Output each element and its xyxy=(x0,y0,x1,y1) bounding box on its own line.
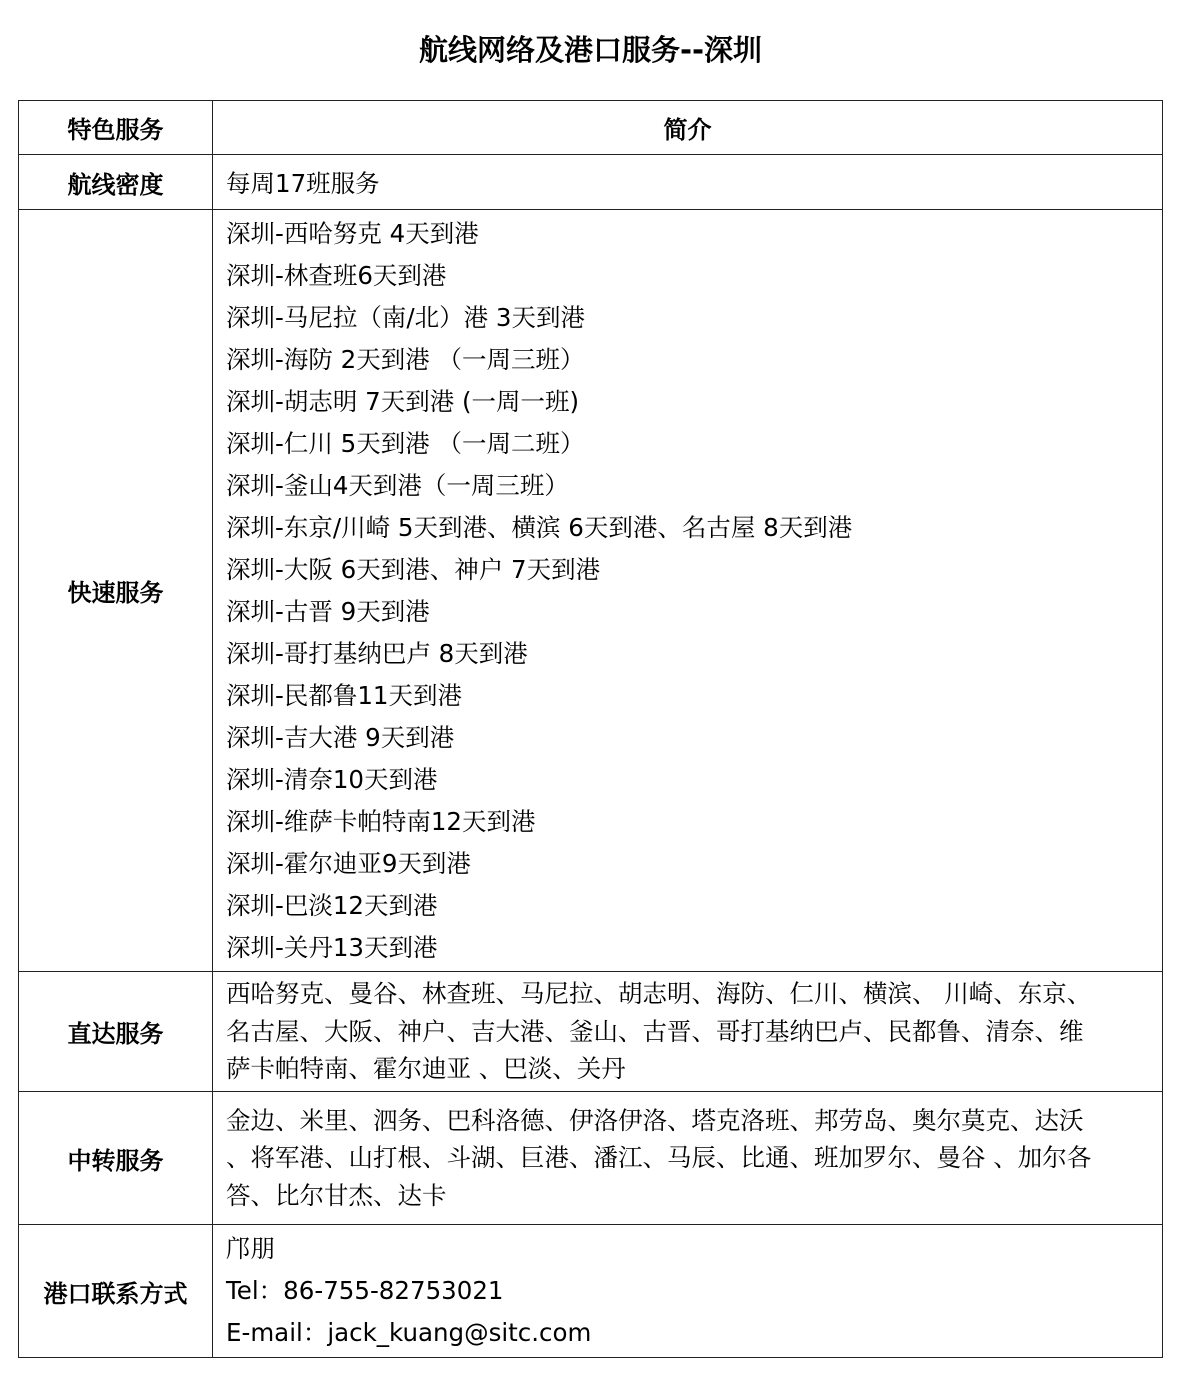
row-transit xyxy=(19,1092,1163,1225)
header-feature-service: 特色服务 xyxy=(19,101,213,155)
direct-line: 名古屋、大阪、神户、吉大港、釜山、古晋、哥打基纳巴卢、民都鲁、清奈、维 xyxy=(226,1016,1084,1046)
contact-tel: Tel：86-755-82753021 xyxy=(226,1276,504,1305)
express-item: 深圳-吉大港 9天到港 xyxy=(226,722,455,752)
transit-line: 金边、米里、泗务、巴科洛德、伊洛伊洛、塔克洛班、邦劳岛、奥尔莫克、达沃 xyxy=(226,1105,1084,1135)
express-item: 深圳-哥打基纳巴卢 8天到港 xyxy=(226,638,528,668)
contact-label: 港口联系方式 xyxy=(19,1225,213,1358)
direct-line: 西哈努克、曼谷、林查班、马尼拉、胡志明、海防、仁川、横滨、 川崎、东京、 xyxy=(226,979,1092,1009)
transit-text xyxy=(213,1092,1163,1225)
express-item: 深圳-西哈努克 4天到港 xyxy=(226,218,479,248)
express-item: 深圳-林查班6天到港 xyxy=(226,260,447,290)
density-label: 航线密度 xyxy=(19,155,213,210)
direct-line: 萨卡帕特南、霍尔迪亚 、巴淡、关丹 xyxy=(226,1054,626,1084)
express-item: 深圳-大阪 6天到港、神户 7天到港 xyxy=(226,554,601,584)
transit-line: 、将军港、山打根、斗湖、巨港、潘江、马辰、比通、班加罗尔、曼谷 、加尔各 xyxy=(226,1143,1092,1173)
express-item: 深圳-海防 2天到港 （一周三班） xyxy=(226,344,585,374)
row-density xyxy=(19,155,1163,210)
direct-text xyxy=(213,972,1163,1092)
express-item: 深圳-清奈10天到港 xyxy=(226,764,438,794)
express-item: 深圳-巴淡12天到港 xyxy=(226,890,438,920)
density-text xyxy=(213,155,1163,210)
express-item: 深圳-仁川 5天到港 （一周二班） xyxy=(226,428,585,458)
transit-line: 答、比尔甘杰、达卡 xyxy=(226,1180,447,1210)
express-item: 深圳-釜山4天到港（一周三班） xyxy=(226,470,569,500)
density-value: 每周17班服务 xyxy=(226,168,380,198)
express-item: 深圳-霍尔迪亚9天到港 xyxy=(226,848,471,878)
row-express xyxy=(19,210,1163,972)
express-label: 快速服务 xyxy=(19,210,213,972)
table-header-row xyxy=(19,101,1163,155)
transit-label: 中转服务 xyxy=(19,1092,213,1225)
page-title: 航线网络及港口服务--深圳 xyxy=(418,33,763,67)
contact-name: 邝朋 xyxy=(226,1234,275,1263)
header-intro: 简介 xyxy=(213,101,1163,155)
direct-label: 直达服务 xyxy=(19,972,213,1092)
row-direct xyxy=(19,972,1163,1092)
express-list xyxy=(213,210,1163,972)
row-contact xyxy=(19,1225,1163,1358)
contact-email: E-mail：jack_kuang@sitc.com xyxy=(226,1318,592,1347)
express-item: 深圳-关丹13天到港 xyxy=(226,932,438,962)
express-item: 深圳-民都鲁11天到港 xyxy=(226,680,463,710)
contact-info xyxy=(213,1225,1163,1358)
express-item: 深圳-胡志明 7天到港 (一周一班) xyxy=(226,386,580,416)
express-item: 深圳-东京/川崎 5天到港、横滨 6天到港、名古屋 8天到港 xyxy=(226,512,853,542)
service-table xyxy=(18,100,1163,1358)
express-item: 深圳-维萨卡帕特南12天到港 xyxy=(226,806,536,836)
express-item: 深圳-古晋 9天到港 xyxy=(226,596,430,626)
express-item: 深圳-马尼拉（南/北）港 3天到港 xyxy=(226,302,585,332)
